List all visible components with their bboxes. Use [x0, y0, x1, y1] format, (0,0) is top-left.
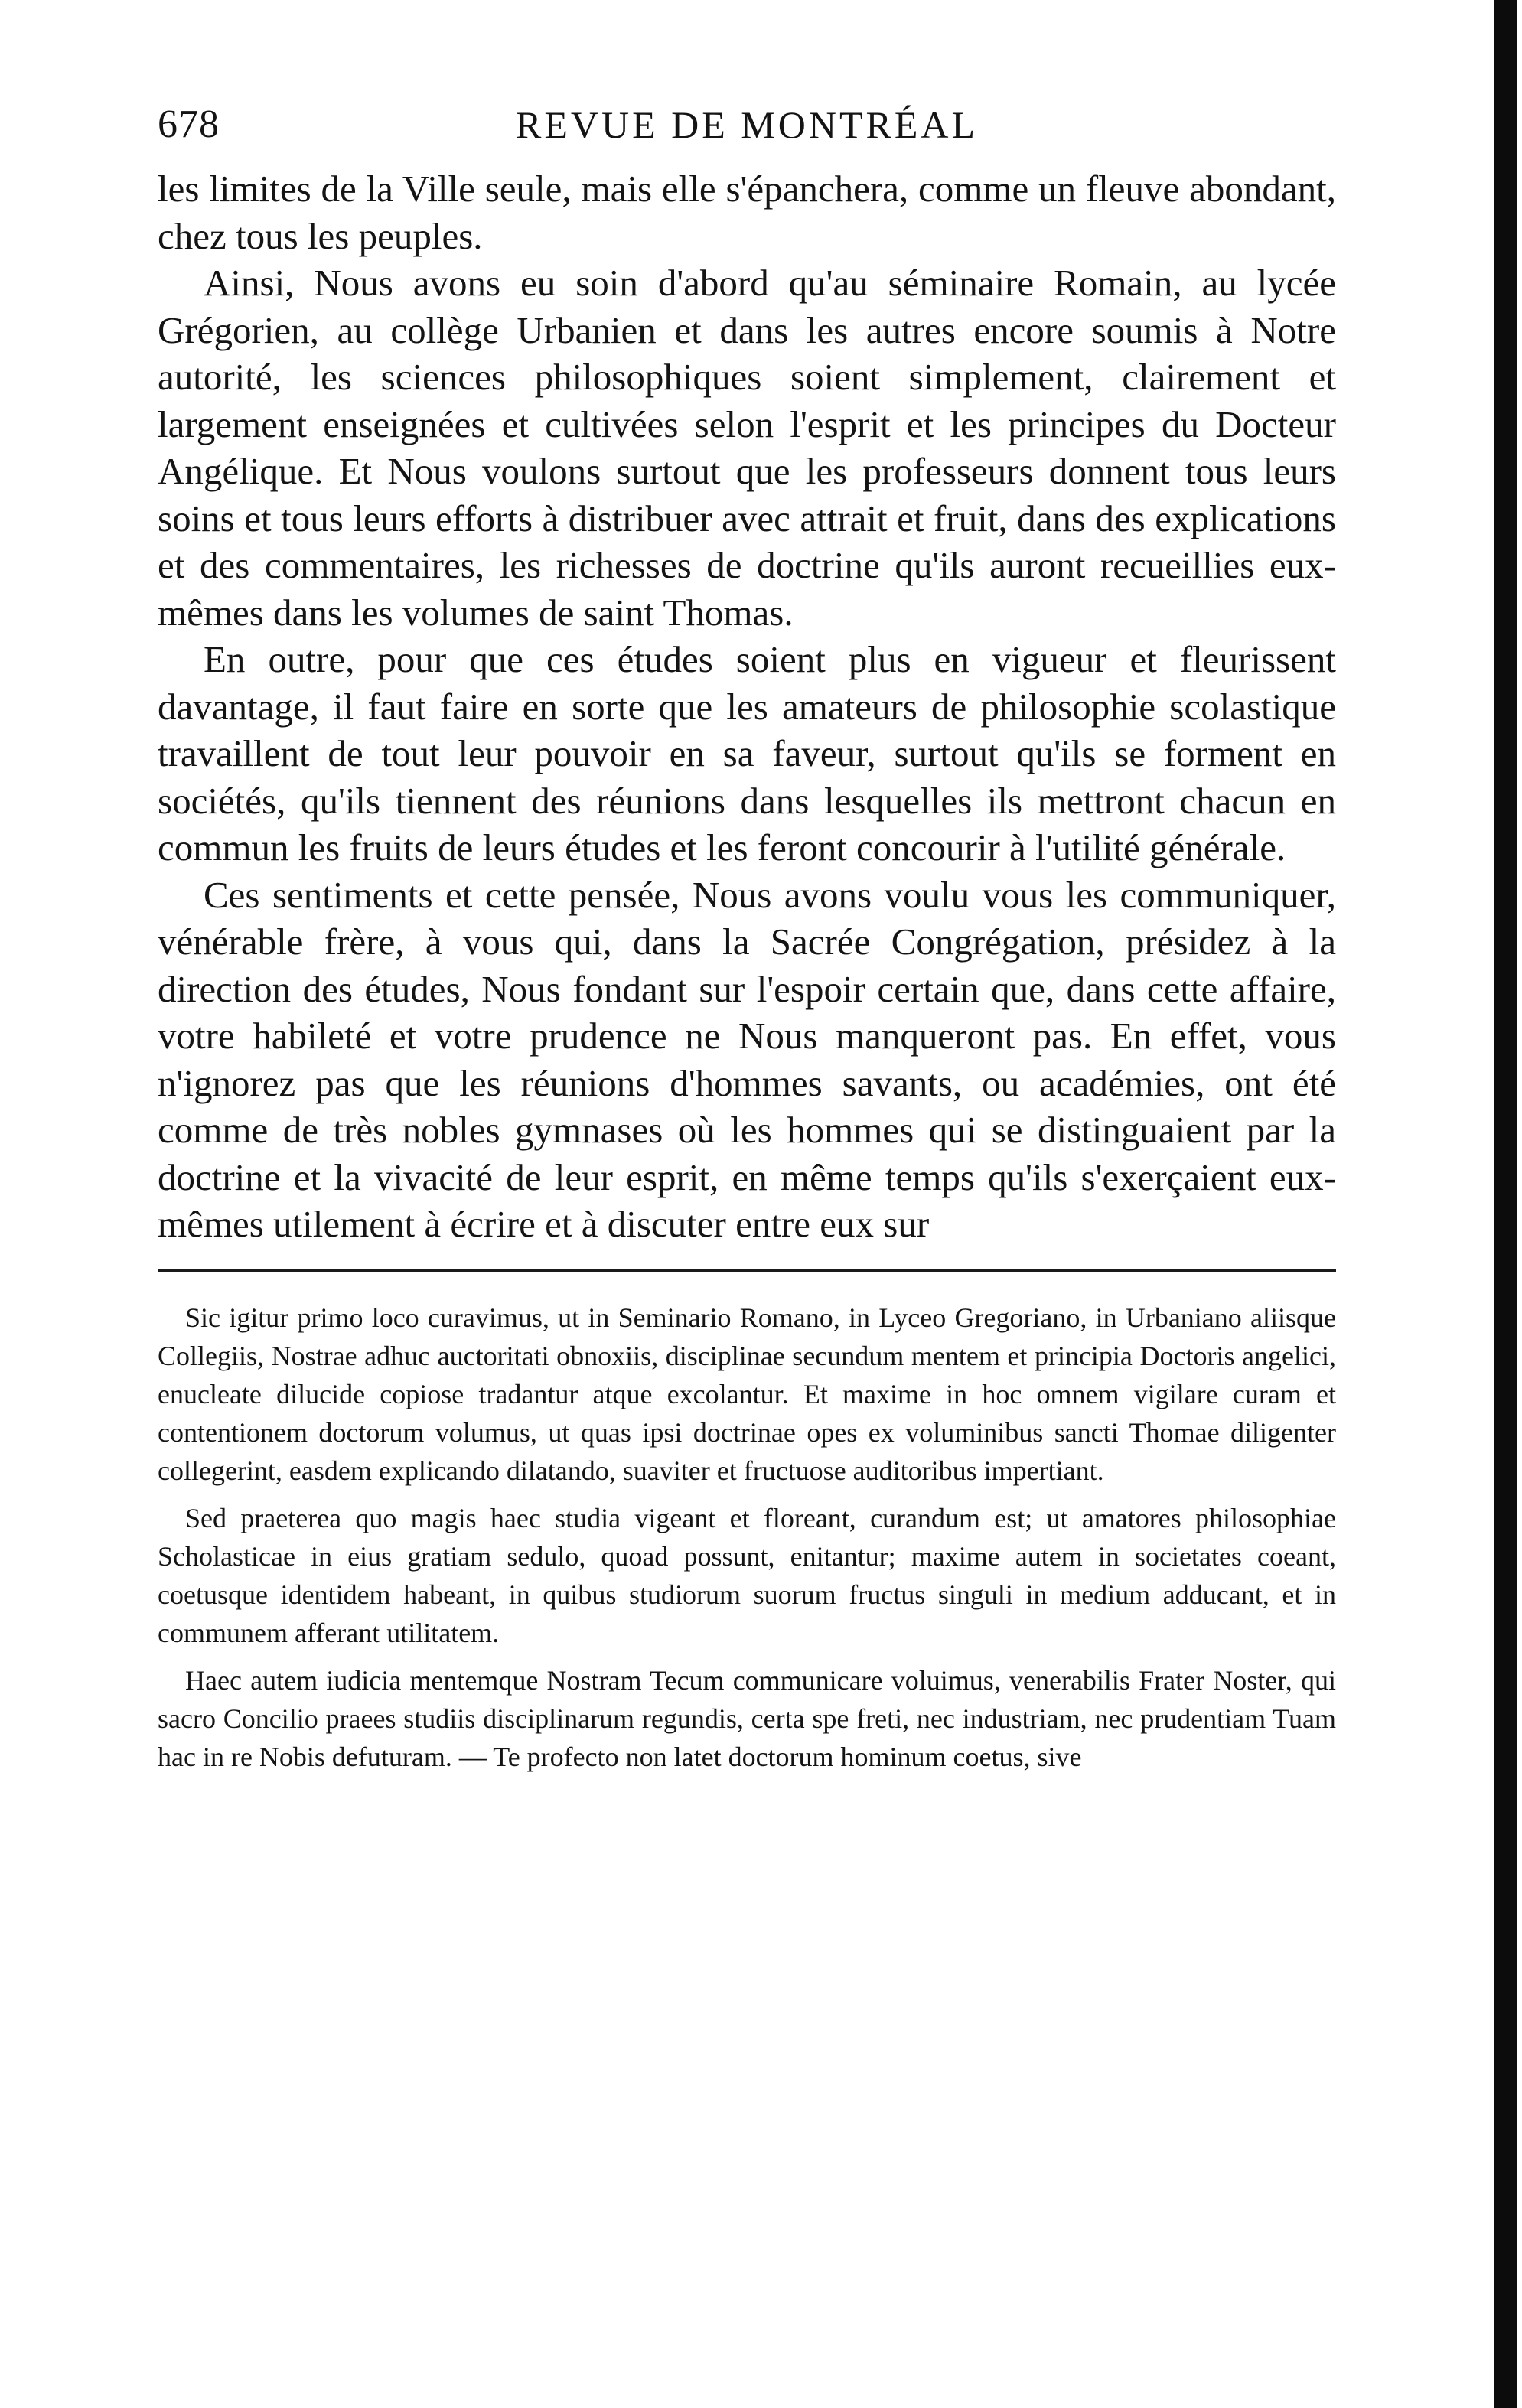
page-number: 678	[158, 103, 220, 146]
page-header	[158, 90, 1336, 159]
latin-footnotes	[158, 1298, 1336, 1776]
running-title: REVUE DE MONTRÉAL	[515, 103, 979, 146]
footnote-paragraph: Sic igitur primo loco curavimus, ut in Seminario Romano, in Lyceo Gregoriano, in Urbaniano aliisque Collegiis, Nostrae adhuc auctoritati obnoxiis, disciplinae secundum mentem et principia Doctoris angelici, enucleate dilucide copiose tradantur atque excolantur. Et maxime in hoc omnem vigilare curam et contentionem doctorum volumus, ut quas ipsi doctrinae opes ex voluminibus sancti Thomae diligenter collegerint, easdem explicando dilatando, suaviter et fructuose auditoribus impertiant.	[158, 1302, 1336, 1486]
page-edge-shadow	[1494, 0, 1517, 2408]
main-text	[158, 165, 1336, 1248]
book-page	[158, 90, 1336, 1785]
footnote-divider	[158, 1269, 1336, 1272]
body-paragraph: les limites de la Ville seule, mais elle s'épanchera, comme un fleuve abondant, chez tous les peuples.	[158, 168, 1336, 257]
body-paragraph: Ainsi, Nous avons eu soin d'abord qu'au séminaire Romain, au lycée Grégorien, au collège Urbanien et dans les autres encore soumis à Notre autorité, les sciences philosophiques soient simplement, clairement et largement enseignées et cultivées selon l'esprit et les principes du Docteur Angélique. Et Nous voulons surtout que les professeurs donnent tous leurs soins et tous leurs efforts à distribuer avec attrait et fruit, dans des explications et des commentaires, les richesses de doctrine qu'ils auront recueillies eux-mêmes dans les volumes de saint Thomas.	[158, 262, 1336, 634]
footnote-paragraph: Haec autem iudicia mentemque Nostram Tecum communicare voluimus, venerabilis Frater Noster, qui sacro Concilio praees studiis disciplinarum regundis, certa spe freti, nec industriam, nec prudentiam Tuam hac in re Nobis defuturam. — Te profecto non latet doctorum hominum coetus, sive	[158, 1664, 1336, 1772]
body-paragraph: En outre, pour que ces études soient plus en vigueur et fleurissent davantage, il faut faire en sorte que les amateurs de philosophie scolastique travaillent de tout leur pouvoir en sa faveur, surtout qu'ils se forment en sociétés, qu'ils tiennent des réunions dans lesquelles ils mettront chacun en commun les fruits de leurs études et les feront concourir à l'utilité générale.	[158, 638, 1336, 868]
body-paragraph: Ces sentiments et cette pensée, Nous avons voulu vous les communiquer, vénérable frère, à vous qui, dans la Sacrée Congrégation, présidez à la direction des études, Nous fondant sur l'espoir certain que, dans cette affaire, votre habileté et votre prudence ne Nous manqueront pas. En effet, vous n'ignorez pas que les réunions d'hommes savants, ou académies, ont été comme de très nobles gymnases où les hommes qui se distinguaient par la doctrine et la vivacité de leur esprit, en même temps qu'ils s'exerçaient eux-mêmes utilement à écrire et à discuter entre eux sur	[158, 873, 1336, 1245]
footnote-paragraph: Sed praeterea quo magis haec studia vigeant et floreant, curandum est; ut amatores philosophiae Scholasticae in eius gratiam sedulo, quoad possunt, enitantur; maxime autem in societates coeant, coetusque identidem habeant, in quibus studiorum suorum fructus singuli in medium adducant, et in communem afferant utilitatem.	[158, 1502, 1336, 1648]
